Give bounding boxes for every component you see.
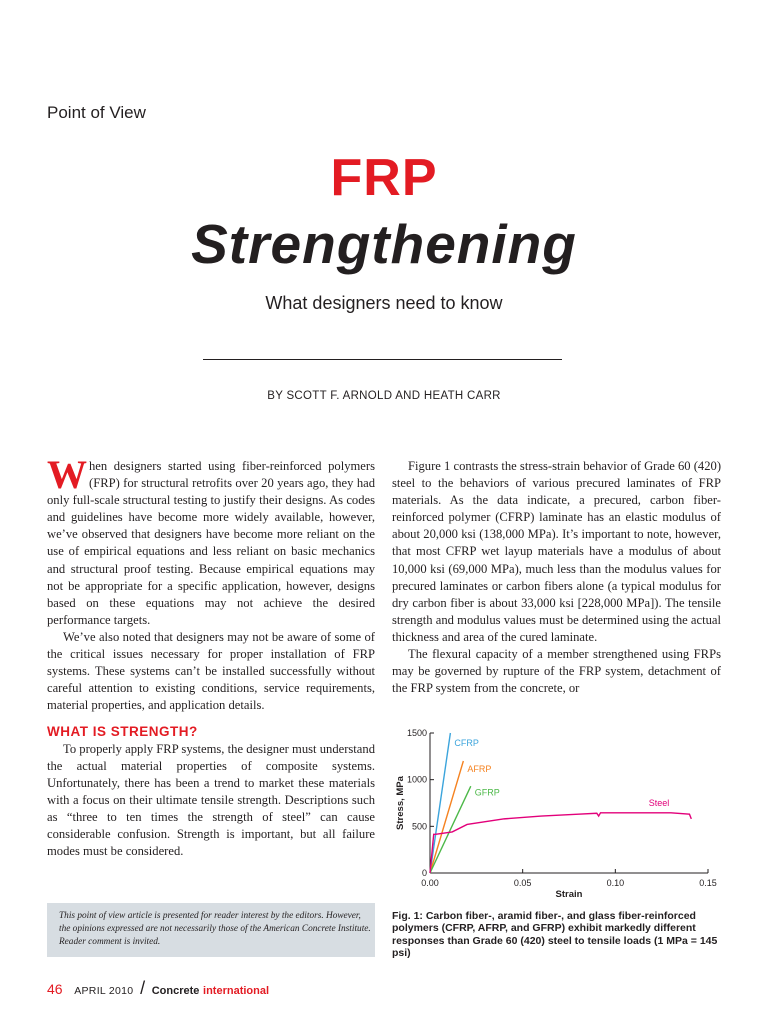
paragraph-figure: Figure 1 contrasts the stress-strain behavior of Grade 60 (420) steel to the behaviors of various precured laminates of FRP materials. As the data indicate, a precured, carbon fiber-reinforced polymer (CFRP) laminate has an elastic modulus of about 20,000 ksi (138,000 MPa). It’s important to note, however, that most CFRP wet layup materials have a modulus of about 10,000 ksi (69,000 MPa), much less than the modulus values for precured laminates or carbon fibers alone (a typical modulus for dry carbon fiber is about 33,000 ksi [228,000 MPa]). The tensile strength and modulus values must be determined using the actual thickness and area of the cured laminate.	[392, 459, 722, 644]
x-axis-label: Strain	[555, 889, 583, 900]
title-divider	[203, 359, 562, 360]
figure-caption: Fig. 1: Carbon fiber-, aramid fiber-, and glass fiber-reinforced polymers (CFRP, AFRP, and GFRP) exhibit markedly different responses than Grade 60 (420) steel to tensile loads (1 MPa = 145 psi)	[392, 910, 718, 959]
magazine-name-suffix: international	[203, 985, 270, 997]
series-label-gfrp: GFRP	[474, 787, 500, 798]
title-frp: FRP	[330, 149, 438, 207]
x-tick-label: 0.00	[421, 878, 439, 888]
y-tick-label: 0	[421, 868, 427, 878]
section-heading: WHAT IS STRENGTH?	[47, 724, 198, 740]
drop-cap: W	[47, 452, 87, 497]
series-label-afrp: AFRP	[467, 763, 492, 774]
x-tick-label: 0.15	[699, 878, 717, 888]
right-column	[392, 458, 721, 697]
paragraph-intro	[47, 452, 375, 629]
y-tick-label: 500	[411, 821, 427, 832]
series-label-cfrp: CFRP	[454, 737, 479, 748]
series-label-steel: Steel	[648, 797, 670, 808]
paragraph-intro-text: hen designers started using fiber-reinforced polymers (FRP) for structural retrofits over 20 years ago, they had only full-scale structural testing to justify their designs. As codes and guidelines have become more widely available, however, we’ve observed that designers have become more reliant on the use of empirical equations and less reliant on basic mechanics and structural proof testing. Because empirical equations may not be appropriate for a specific application, however, designs based on these equations may not achieve the desired performance targets.	[47, 459, 375, 627]
y-tick-label: 1000	[406, 774, 427, 785]
left-column	[47, 452, 375, 860]
y-axis-label: Stress, MPa	[395, 776, 406, 830]
subtitle: What designers need to know	[265, 293, 503, 313]
paragraph-installation: We’ve also noted that designers may not be aware of some of the critical issues necessary for proper installation of FRP systems. These systems can’t be installed successfully without careful attention to existing conditions, service requirements, material properties, and application details.	[47, 629, 375, 713]
paragraph-strength: To properly apply FRP systems, the designer must understand the actual material properties of composite systems. Unfortunately, there has been a trend to market these materials with a focus on their ultimate tensile strength. Descriptions such as “three to ten times the strength of steel” can cause considerable confusion. Strength is important, but all failure modes must be considered.	[47, 741, 375, 859]
footer-divider: /	[140, 978, 146, 998]
editor-note: This point of view article is presented for reader interest by the editors. However, the opinions expressed are not necessarily those of the American Concrete Institute. Reader comment is invited.	[59, 911, 371, 947]
series-line-steel	[430, 813, 691, 873]
page-title: Strengthening	[191, 213, 577, 275]
x-tick-label: 0.05	[513, 878, 532, 888]
paragraph-flexural: The flexural capacity of a member strengthened using FRPs may be governed by rupture of the FRP system, detachment of the FRP system from the concrete, or	[392, 647, 721, 696]
series-line-afrp	[430, 761, 463, 873]
x-tick-label: 0.10	[606, 878, 625, 888]
chart-plot-area	[395, 728, 717, 900]
y-tick-label: 1500	[406, 728, 427, 738]
section-label: Point of View	[47, 103, 146, 122]
page-footer	[47, 978, 269, 999]
issue-date: APRIL 2010	[74, 985, 134, 997]
byline: BY SCOTT F. ARNOLD AND HEATH CARR	[267, 390, 501, 402]
editor-note-box	[47, 903, 375, 957]
stress-strain-chart	[378, 722, 723, 902]
magazine-name: Concrete	[151, 985, 200, 997]
page-number: 46	[47, 981, 63, 997]
